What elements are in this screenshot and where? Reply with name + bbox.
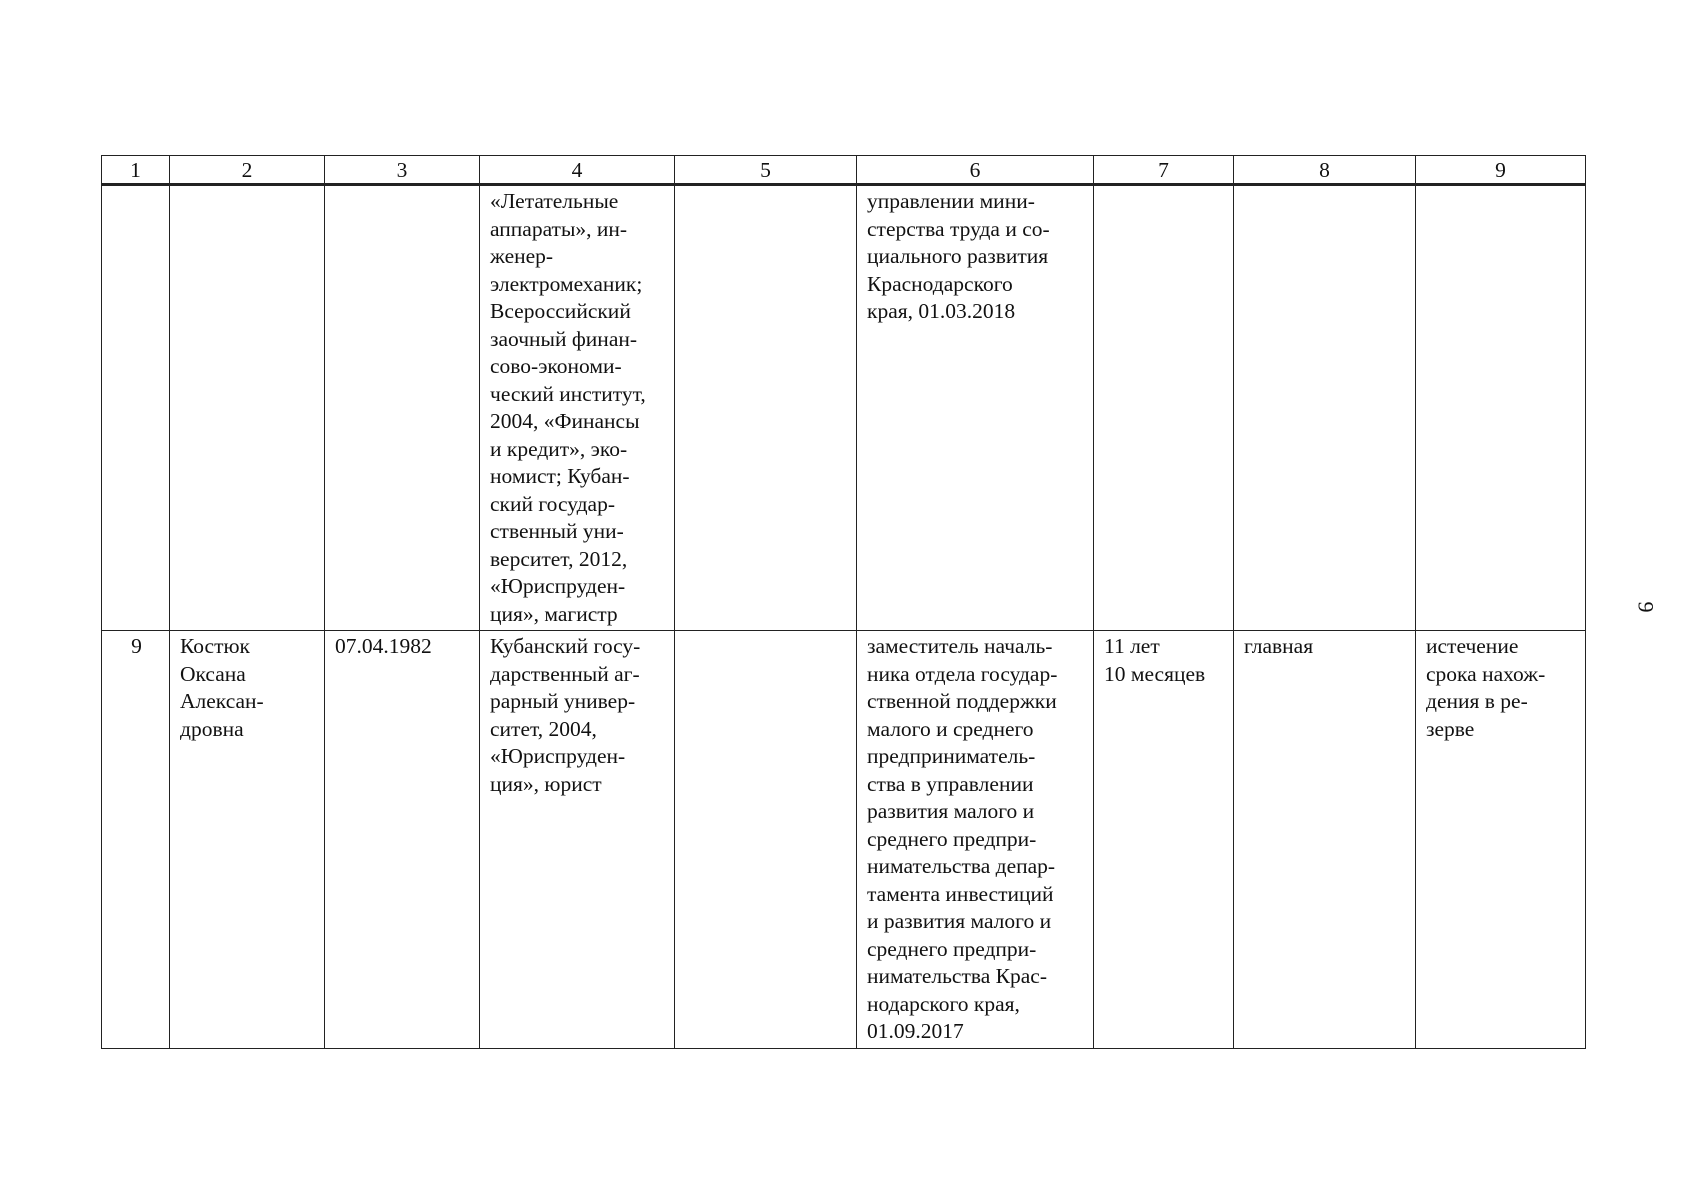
education-cell: Кубанский госу- дарственный аг- рарный универ- ситет, 2004, «Юриспруден- ция», юрист <box>480 631 675 1049</box>
table-row <box>102 631 1586 1049</box>
page-number: 9 <box>1633 601 1659 613</box>
table-row <box>102 185 1586 631</box>
column-number-row <box>102 156 1586 185</box>
column-number: 6 <box>857 156 1094 185</box>
column-number: 2 <box>170 156 325 185</box>
group-cell: главная <box>1234 631 1416 1049</box>
column-number: 3 <box>325 156 480 185</box>
column-number: 7 <box>1094 156 1234 185</box>
column-5-cell <box>675 185 857 631</box>
column-number: 5 <box>675 156 857 185</box>
column-number: 1 <box>102 156 170 185</box>
education-cell: «Летательные аппараты», ин- женер- электромеханик; Всероссийский заочный финан- сово-экономи- ческий институт, 2004, «Финансы и кредит», эко- номист; Кубан- ский государ- ственный уни- верситет, 2012, «Юриспруден- ция», магистр <box>480 185 675 631</box>
full-name-cell <box>170 185 325 631</box>
position-cell: управлении мини- стерства труда и со- циального развития Краснодарского края, 01.03.2018 <box>857 185 1094 631</box>
column-number: 8 <box>1234 156 1416 185</box>
column-number: 9 <box>1416 156 1586 185</box>
birth-date-cell <box>325 185 480 631</box>
position-cell: заместитель началь- ника отдела государ- ственной поддержки малого и среднего предприниматель- ства в управлении развития малого и среднего предпри- нимательства депар- тамента инвестиций и развития малого и среднего предпри- нимательства Крас- нодарского края, 01.09.2017 <box>857 631 1094 1049</box>
column-number: 4 <box>480 156 675 185</box>
reason-cell: истечение срока нахож- дения в ре- зерве <box>1416 631 1586 1049</box>
full-name-cell: Костюк Оксана Алексан- дровна <box>170 631 325 1049</box>
reason-cell <box>1416 185 1586 631</box>
group-cell <box>1234 185 1416 631</box>
column-5-cell <box>675 631 857 1049</box>
experience-cell: 11 лет 10 месяцев <box>1094 631 1234 1049</box>
experience-cell <box>1094 185 1234 631</box>
reserve-table <box>101 155 1586 1049</box>
birth-date-cell: 07.04.1982 <box>325 631 480 1049</box>
row-number: 9 <box>102 631 170 1049</box>
row-number <box>102 185 170 631</box>
